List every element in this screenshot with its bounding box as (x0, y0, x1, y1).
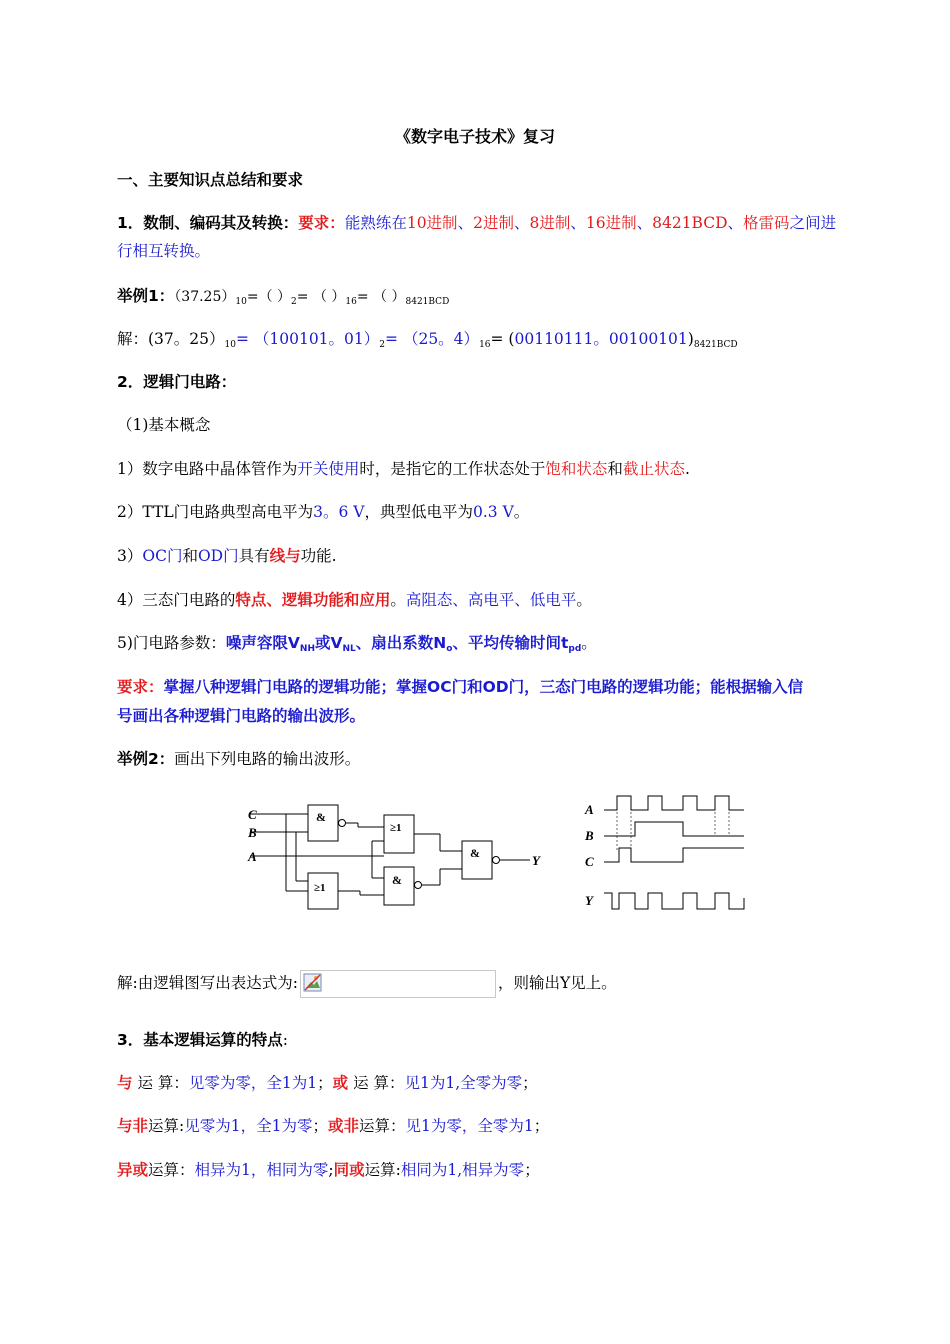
section-heading-1: 一、主要知识点总结和要求 (117, 171, 304, 189)
output-label-y: Y (532, 853, 540, 868)
p2-low: 0.3 V (473, 503, 514, 521)
p1-text: . (684, 460, 690, 478)
binary-result: 100101。01 (269, 330, 364, 348)
sol2-text: ，则输出Y见上。 (497, 974, 617, 992)
hex-result: 25。4 (418, 330, 464, 348)
inverter-bubble (339, 820, 346, 827)
or-gate-1 (384, 815, 414, 853)
item1-line1 (117, 209, 880, 237)
bcd-code: 8421BCD (652, 214, 728, 232)
example2-text: 画出下列电路的输出波形。 (174, 750, 361, 768)
sep: 、 (636, 214, 653, 232)
point5 (117, 629, 880, 663)
op-label: 运算： (148, 1161, 195, 1179)
solution2 (117, 969, 880, 998)
p1-text: 时，是指它的工作状态处于 (359, 460, 546, 478)
p5-text: 5)门电路参数： (117, 634, 226, 652)
sub: o (446, 644, 453, 654)
p5-text: 。 (581, 634, 597, 652)
req2-label: 要求： (117, 678, 164, 696)
op-sep: ； (317, 1074, 333, 1092)
sub: NH (299, 644, 315, 654)
op-or: 或 (332, 1074, 349, 1092)
p5-param: 或V (315, 634, 343, 652)
point2 (117, 498, 880, 526)
p3-text: 和 (182, 547, 198, 565)
op-and-rule: 见零为零，全1为1 (188, 1074, 318, 1092)
p3-text: 功能. (300, 547, 337, 565)
sep: 、 (570, 214, 586, 232)
ex1-part: = （ ） (356, 289, 406, 305)
expression-image-placeholder (300, 970, 496, 998)
p1-switch: 开关使用 (297, 460, 360, 478)
item1-line2: 行相互转换。 (117, 242, 211, 260)
wave-label-a: A (585, 802, 594, 817)
op-line-xor-xnor (117, 1156, 880, 1184)
item3-colon: : (282, 1031, 289, 1049)
p4-text: 。 (576, 591, 592, 609)
example1 (117, 282, 880, 316)
p1-saturation: 饱和状态 (545, 460, 608, 478)
base-16: 16进制 (585, 214, 637, 232)
op-label: 运算: (148, 1117, 185, 1135)
sol2-text: 解:由逻辑图写出表达式为: (117, 974, 298, 992)
op-line-and-or (117, 1069, 880, 1097)
p4-text: 4）三态门电路的 (117, 591, 236, 609)
p5-param: 噪声容限V (225, 634, 300, 652)
example1-label: 举例1： (117, 287, 175, 305)
base-8: 8进制 (529, 214, 571, 232)
wave-c (604, 848, 744, 862)
sep: 、 (727, 214, 744, 232)
p1-text: 1）数字电路中晶体管作为 (117, 460, 298, 478)
inverter-bubble (493, 857, 500, 864)
broken-image-icon (303, 973, 323, 993)
op-nand-rule: 见零为1，全1为零 (184, 1117, 313, 1135)
op-xnor-rule: 相同为1,相异为零 (400, 1161, 525, 1179)
or-symbol: ≥1 (390, 822, 402, 834)
p2-text: ，典型低电平为 (364, 503, 473, 521)
sub: 10 (224, 340, 236, 350)
logic-circuit-diagram (240, 795, 550, 925)
item3-heading (117, 1026, 880, 1054)
item1-text: 能熟练在 (344, 214, 407, 232)
input-label-b: B (248, 825, 257, 840)
op-xor-rule: 相异为1，相同为零 (194, 1161, 329, 1179)
op-sep: ； (533, 1117, 550, 1135)
sol1-part: ) (687, 330, 694, 348)
sub: 16 (345, 297, 357, 307)
op-xor: 异或 (117, 1161, 149, 1179)
p3-oc: OC门 (142, 547, 183, 565)
sub: NL (342, 644, 356, 654)
ex1-part: =（ ） (246, 289, 292, 305)
req2-line1 (117, 673, 880, 701)
page-title: 《数字电子技术》复习 (394, 127, 555, 146)
op-or-rule: 见1为1,全零为零 (404, 1074, 523, 1092)
item2-heading: 2．逻辑门电路： (117, 373, 237, 391)
wave-b (604, 822, 744, 836)
p4-states: 高阻态、高电平、低电平 (405, 591, 577, 609)
sub: 8421BCD (405, 297, 450, 307)
sol1-part: ） (463, 330, 480, 348)
p2-text: 。 (513, 503, 530, 521)
req2-line2: 号画出各种逻辑门电路的输出波形。 (117, 707, 366, 725)
inverter-bubble (415, 882, 422, 889)
op-sep: ； (524, 1161, 540, 1179)
op-sep: ; (328, 1161, 334, 1179)
wave-label-c: C (585, 854, 594, 869)
sol1-part: ） (363, 330, 380, 348)
p4-text: 。 (390, 591, 406, 609)
wave-a (604, 796, 744, 810)
p3-wired-and: 线与 (269, 547, 301, 565)
example2 (117, 745, 880, 773)
op-sep: ； (312, 1117, 328, 1135)
item1-text-end: 之间进 (789, 214, 837, 232)
op-label: 运 算： (348, 1074, 405, 1092)
p3-text: 3） (117, 547, 143, 565)
ex1-part: = （ ） (296, 289, 346, 305)
and-symbol: & (392, 873, 402, 887)
point1 (117, 455, 880, 483)
gray-code: 格雷码 (743, 214, 790, 232)
base-2: 2进制 (473, 214, 514, 232)
sub: 16 (479, 340, 491, 350)
sub: 8421BCD (693, 340, 738, 350)
op-and: 与 (117, 1074, 133, 1092)
sub: 2 (291, 297, 297, 307)
sub: 10 (235, 297, 247, 307)
sep: 、 (513, 214, 530, 232)
sol1-part: = ( (490, 330, 515, 348)
input-label-a: A (248, 849, 257, 864)
and-symbol: & (470, 846, 480, 860)
item3-title: 3．基本逻辑运算的特点 (117, 1031, 283, 1049)
sub: pd (568, 644, 582, 654)
p2-text: 2）TTL门电路典型高电平为 (117, 503, 314, 521)
point4 (117, 586, 880, 614)
base-10: 10进制 (406, 214, 458, 232)
p3-text: 具有 (238, 547, 270, 565)
sol1-part: 解：(37。25） (117, 330, 225, 348)
wave-label-y: Y (585, 893, 593, 908)
sol1-part: = （ (235, 330, 270, 348)
op-label: 运算： (359, 1117, 406, 1135)
p5-param: 、扇出系数N (355, 634, 447, 652)
p1-text: 和 (607, 460, 623, 478)
point3 (117, 542, 880, 570)
p3-od: OD门 (197, 547, 239, 565)
op-label: 运算: (364, 1161, 401, 1179)
op-sep: ； (522, 1074, 538, 1092)
wave-label-b: B (585, 828, 594, 843)
sep: 、 (457, 214, 474, 232)
op-nand: 与非 (117, 1117, 149, 1135)
sub: 2 (379, 340, 386, 350)
bcd-result: 00110111。00100101 (514, 330, 688, 348)
op-xnor: 同或 (333, 1161, 365, 1179)
wave-y (604, 893, 744, 909)
sol1-part: = （ (385, 330, 419, 348)
basic-concepts: （1)基本概念 (117, 416, 211, 434)
op-nor: 或非 (328, 1117, 360, 1135)
waveform-diagram (582, 790, 752, 920)
and-symbol: & (316, 810, 326, 824)
op-label: 运 算： (132, 1074, 189, 1092)
p2-high: 3。6 V (313, 503, 365, 521)
item1-req-label: 要求： (298, 214, 345, 232)
input-label-c: C (248, 807, 257, 822)
example2-label: 举例2： (117, 750, 175, 768)
op-line-nand-nor (117, 1112, 880, 1140)
solution1 (117, 325, 880, 359)
p1-cutoff: 截止状态 (622, 460, 685, 478)
or-symbol: ≥1 (314, 882, 326, 894)
p5-param: 、平均传输时间t (452, 634, 569, 652)
ex1-part: （37.25） (174, 289, 236, 305)
req2-text: 掌握八种逻辑门电路的逻辑功能；掌握OC门和OD门，三态门电路的逻辑功能；能根据输入信 (163, 678, 804, 696)
item1-heading: 1．数制、编码其及转换： (117, 214, 299, 232)
op-nor-rule: 见1为零，全零为1 (405, 1117, 534, 1135)
p4-features: 特点、逻辑功能和应用 (235, 591, 391, 609)
